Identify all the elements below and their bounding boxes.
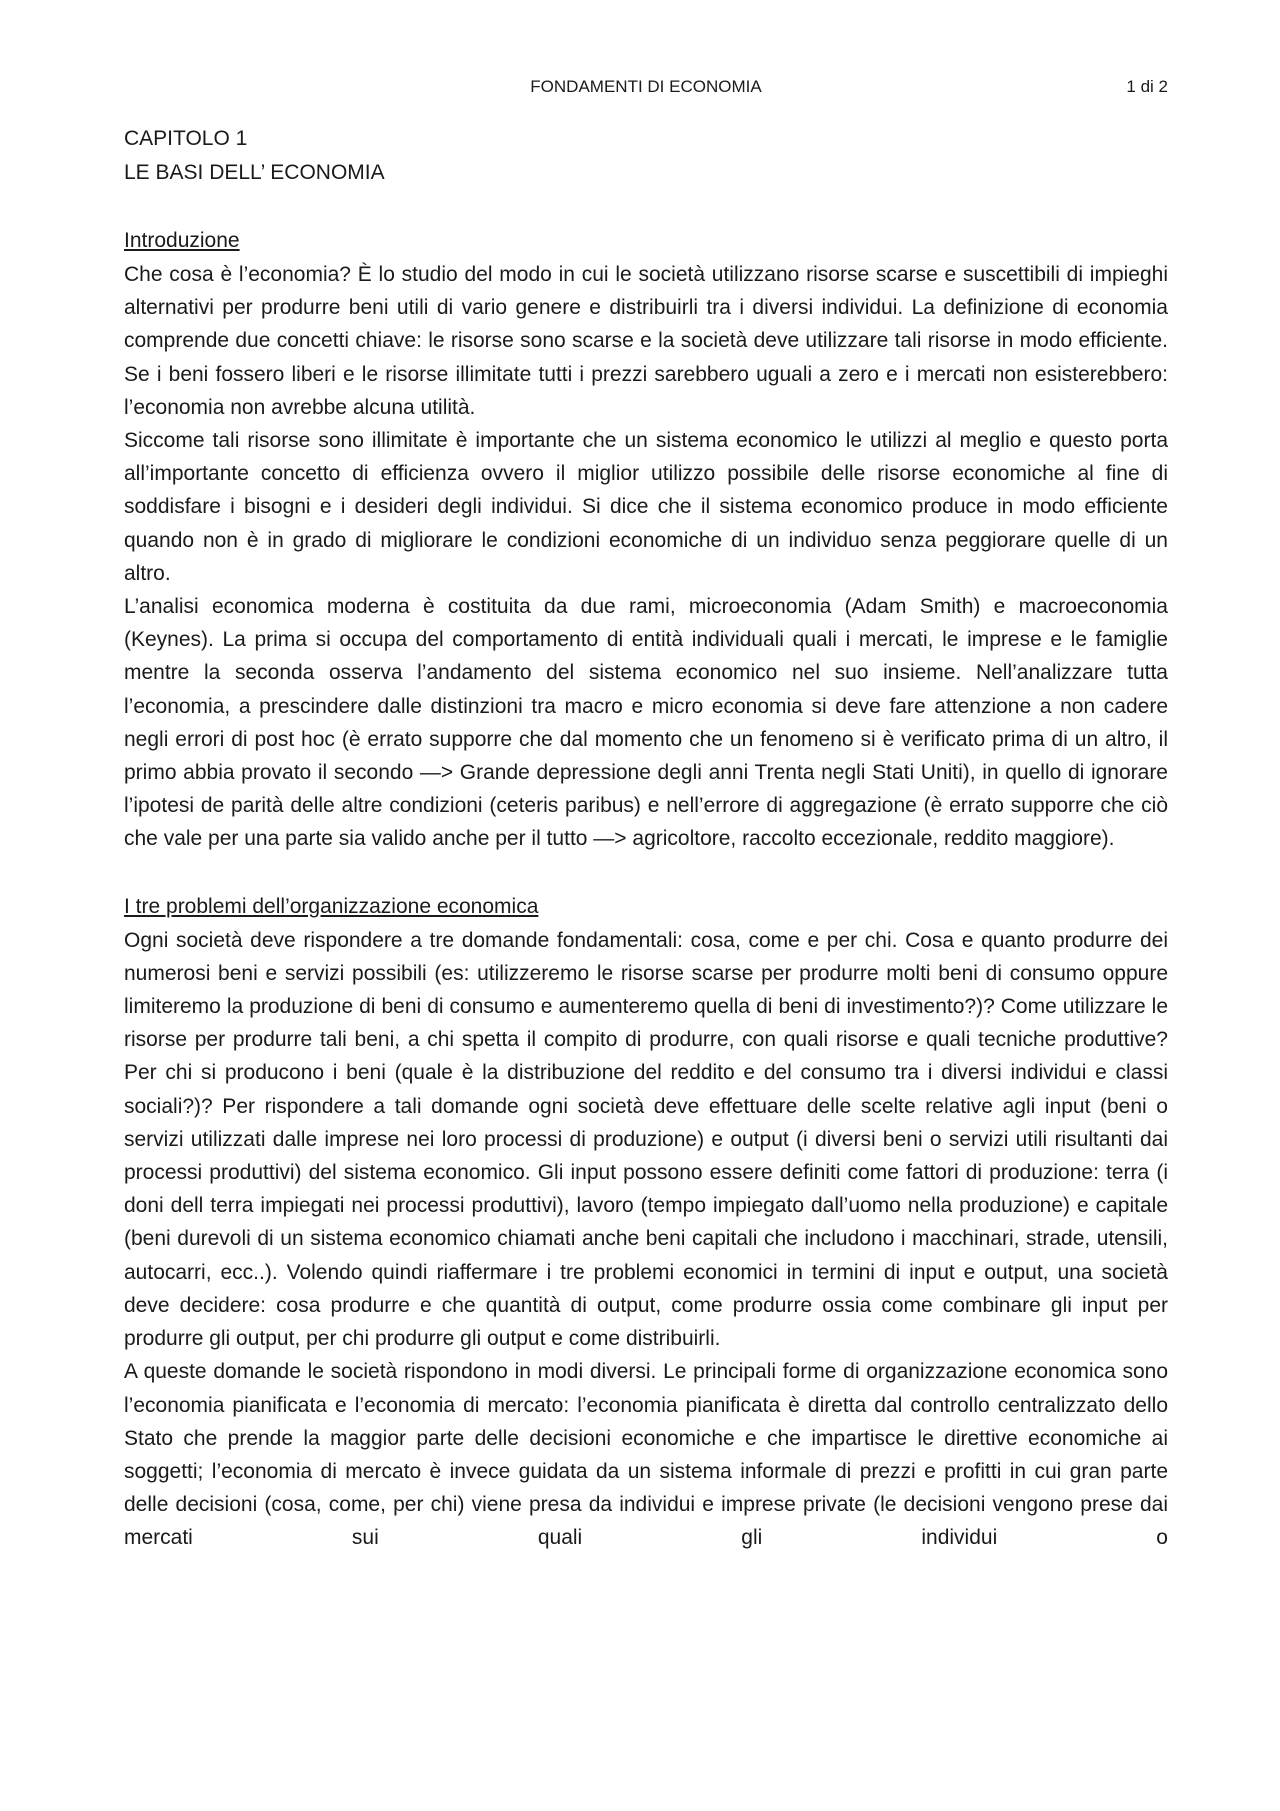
section-heading-tre-problemi: I tre problemi dell’organizzazione economica [124,894,539,918]
document-title: FONDAMENTI DI ECONOMIA [530,77,762,96]
paragraph: A queste domande le società rispondono in modi diversi. Le principali forme di organizzazione economica sono l’economia pianificata e l’economia di mercato: l’economia pianificata è diretta dal controllo centralizzato dello Stato che prende la maggior parte delle decisioni economiche e che impartisce le direttive economiche ai soggetti; l’economia di mercato è invece guidata da un sistema informale di prezzi e profitti in cui gran parte delle decisioni (cosa, come, per chi) viene presa da individui e imprese private (le decisioni vengono prese dai mercati sui quali gli individui o [124,1360,1168,1550]
paragraph: Siccome tali risorse sono illimitate è importante che un sistema economico le utilizzi al meglio e questo porta all’importante concetto di efficienza ovvero il miglior utilizzo possibile delle risorse economiche al fine di soddisfare i bisogni e i desideri degli individui. Si dice che il sistema economico produce in modo efficiente quando non è in grado di migliorare le condizioni economiche di un individuo senza peggiorare quelle di un altro. [124,429,1168,585]
chapter-title: LE BASI DELL’ ECONOMIA [124,161,385,184]
section-heading-introduzione: Introduzione [124,229,240,252]
paragraph: Ogni società deve rispondere a tre domande fondamentali: cosa, come e per chi. Cosa e quanto produrre dei numerosi beni e servizi possibili (es: utilizzeremo le risorse scarse per produrre molti beni di consumo oppure limiteremo la produzione di beni di consumo e aumenteremo quella di beni di investimento?)? Come utilizzare le risorse per produrre tali beni, a chi spetta il compito di produrre, con quali risorse e quali tecniche produttive? Per chi si producono i beni (quale è la distribuzione del reddito e del consumo tra i diversi individui e classi sociali?)? Per rispondere a tali domande ogni società deve effettuare delle scelte relative agli input (beni o servizi utilizzati dalle imprese nei loro processi di produzione) e output (i diversi beni o servizi utili risultanti dai processi produttivi) del sistema economico. Gli input possono essere definiti come fattori di produzione: terra (i doni dell terra impiegati nei processi produttivi), lavoro (tempo impiegato dall’uomo nella produzione) e capitale (beni durevoli di un sistema economico chiamati anche beni capitali che includono i macchinari, strade, utensili, autocarri, ecc..). Volendo quindi riaffermare i tre problemi economici in termini di input e output, una società deve decidere: cosa produrre e che quantità di output, come produrre ossia come combinare gli input per produrre gli output, per chi produrre gli output e come distribuirli. [124,928,1168,1351]
paragraph: L’analisi economica moderna è costituita da due rami, microeconomia (Adam Smith) e macroeconomia (Keynes). La prima si occupa del comportamento di entità individuali quali i mercati, le imprese e le famiglie mentre la seconda osserva l’andamento del sistema economico nel suo insieme. Nell’analizzare tutta l’economia, a prescindere dalle distinzioni tra macro e micro economia si deve fare attenzione a non cadere negli errori di post hoc (è errato supporre che dal momento che un fenomeno si è verificato prima di un altro, il primo abbia provato il secondo —> Grande depressione degli anni Trenta negli Stati Uniti), in quello di ignorare l’ipotesi de parità delle altre condizioni (ceteris paribus) e nell’errore di aggregazione (è errato supporre che ciò che vale per una parte sia valido anche per il tutto —> agricoltore, raccolto eccezionale, reddito maggiore). [124,595,1168,851]
document-body [124,122,1168,1555]
running-header [124,77,1168,101]
chapter-number: CAPITOLO 1 [124,127,248,150]
paragraph: Che cosa è l’economia? È lo studio del modo in cui le società utilizzano risorse scarse e suscettibili di impieghi alternativi per produrre beni utili di vario genere e distribuirli tra i diversi individui. La definizione di economia comprende due concetti chiave: le risorse sono scarse e la società deve utilizzare tali risorse in modo efficiente. Se i beni fossero liberi e le risorse illimitate tutti i prezzi sarebbero uguali a zero e i mercati non esisterebbero: l’economia non avrebbe alcuna utilità. [124,263,1168,419]
page-number: 1 di 2 [1126,77,1168,96]
